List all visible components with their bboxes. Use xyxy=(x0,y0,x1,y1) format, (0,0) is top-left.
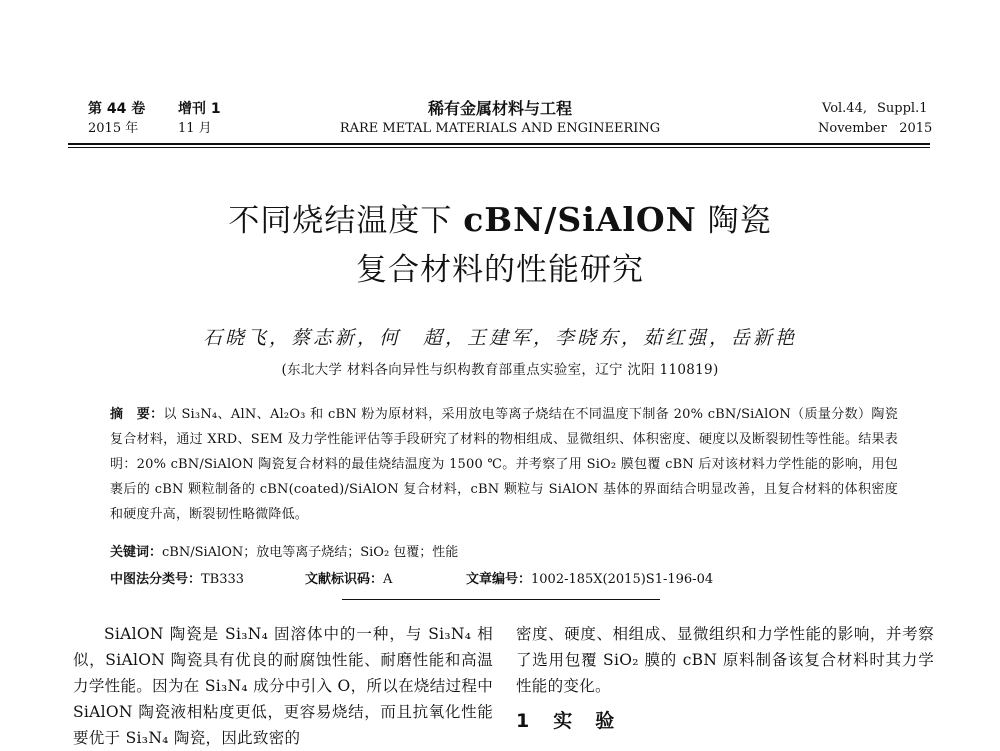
body-left-column: SiAlON 陶瓷是 Si₃N₄ 固溶体中的一种，与 Si₃N₄ 相似，SiAlON 陶瓷具有优良的耐腐蚀性能、耐磨性能和高温力学性能。因为在 Si₃N₄ 成分中引入 O，所以在烧结过程中 SiAlON 陶瓷液相粘度更低，更容易烧结，而且抗氧化性能要优于 Si₃N₄ 陶瓷，因此致密的 xyxy=(73,625,493,747)
section-number: 1 xyxy=(516,710,532,732)
abstract xyxy=(110,402,898,527)
section-heading xyxy=(516,706,616,733)
month-cn: 11 月 xyxy=(178,121,212,136)
journal-title-cn: 稀有金属材料与工程 xyxy=(427,99,572,118)
journal-title-en: RARE METAL MATERIALS AND ENGINEERING xyxy=(339,121,661,136)
title-material: cBN/SiAlON xyxy=(463,200,697,239)
article-number: 文章编号：1002-185X(2015)S1-196-04 xyxy=(466,572,714,587)
volume-cn: 第 44 卷 xyxy=(88,101,146,117)
keywords xyxy=(110,541,458,560)
supplement-cn: 增刊 1 xyxy=(178,101,221,117)
abstract-text: 以 Si₃N₄、AlN、Al₂O₃ 和 cBN 粉为原材料，采用放电等离子烧结在不同温度下制备 20% cBN/SiAlON（质量分数）陶瓷复合材料，通过 XRD、SEM 及力学性能评估等手段研究了材料的物相组成、显微组织、体积密度、硬度以及断裂韧性等性能。结果表明：20% cBN/SiAlON 陶瓷复合材料的最佳烧结温度为 1500 ℃。并考察了用 SiO₂ 膜包覆 cBN 后对该材料力学性能的影响，用包裹后的 cBN 颗粒制备的 cBN(coated)/SiAlON 复合材料，cBN 颗粒与 SiAlON 基体的界面结合明显改善，且复合材料的体积密度和硬度升高，断裂韧性略微降低。 xyxy=(110,407,898,522)
section-title: 实 验 xyxy=(553,710,617,732)
clc-number: 中图法分类号：TB333 xyxy=(110,572,245,587)
keywords-text: cBN/SiAlON；放电等离子烧结；SiO₂ 包覆；性能 xyxy=(162,545,459,560)
author-list: 石晓飞，蔡志新，何 超，王建军，李晓东，茹红强，岳新艳 xyxy=(202,327,797,349)
document-code: 文献标识码：A xyxy=(305,572,393,587)
body-right-column: 密度、硬度、相组成、显微组织和力学性能的影响，并考察了选用包覆 SiO₂ 膜的 cBN 原料制备该复合材料时其力学性能的变化。 xyxy=(516,625,934,695)
paper-title-line2: 复合材料的性能研究 xyxy=(356,252,644,288)
abstract-label: 摘 要： xyxy=(110,407,164,422)
year-cn: 2015 年 xyxy=(88,121,139,136)
keywords-label: 关键词： xyxy=(110,545,163,560)
paper-title-line1: 不同烧结温度下 cBN/SiAlON 陶瓷 xyxy=(228,200,772,239)
volume-en: Vol.44, xyxy=(822,101,867,116)
affiliation: (东北大学 材料各向异性与织构教育部重点实验室，辽宁 沈阳 110819) xyxy=(281,362,719,378)
header-rule-thin xyxy=(68,147,930,148)
supplement-en: Suppl.1 xyxy=(877,101,928,116)
header-rule-thick xyxy=(68,143,930,145)
abstract-separator xyxy=(342,599,660,600)
date-en: November 2015 xyxy=(818,121,933,136)
